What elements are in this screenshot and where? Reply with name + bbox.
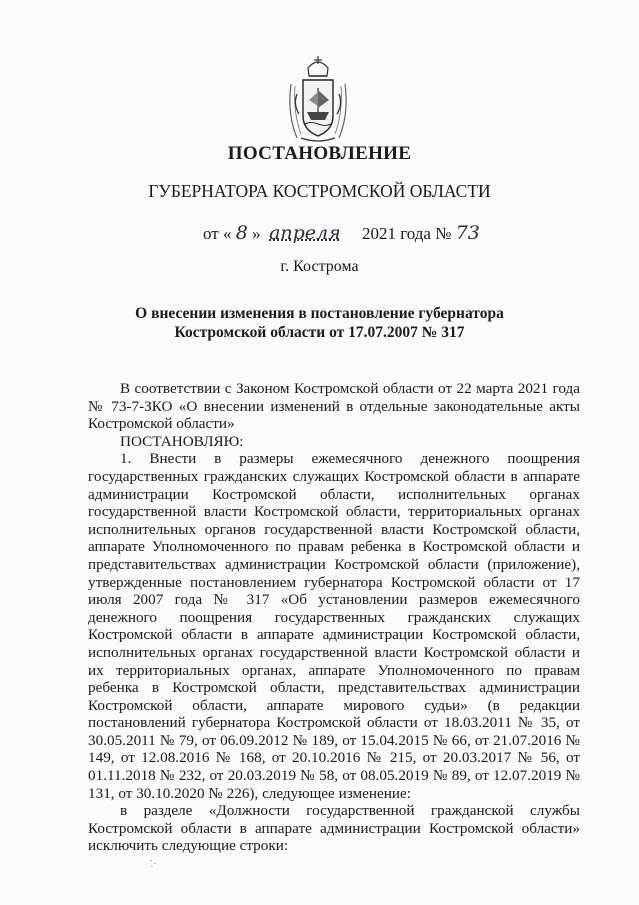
issuer-line: ГУБЕРНАТОРА КОСТРОМСКОЙ ОБЛАСТИ [148, 181, 491, 201]
date-year: 2021 года № [361, 224, 452, 243]
preamble-paragraph: В соответствии с Законом Костромской области от 22 марта 2021 года № 73-7-ЗКО «О внесении изменений в отдельные законодательные акты Костромской области» [88, 380, 580, 433]
document-body [88, 380, 580, 855]
subject-line-1: О внесении изменения в постановление губернатора [135, 305, 504, 322]
city-line: г. Кострома [280, 258, 359, 275]
date-prefix: от « [203, 224, 232, 243]
document-title: ПОСТАНОВЛЕНИЕ [227, 143, 412, 164]
clause-1-paragraph: 1. Внести в размеры ежемесячного денежного поощрения государственных гражданских служащих Костромской области в аппарате администрации Костромской области, исполнительных органах государственной власти Костромской области, территориальных органах исполнительных органов государственной власти Костромской области, аппарате Уполномоченного по правам ребенка в Костромской области и представительствах администрации Костромской области (приложение), утвержденные постановлением губернатора Костромской области от 17 июля 2007 года № 317 «Об установлении размеров ежемесячного денежного поощрения государственных гражданских служащих Костромской области в аппарате администрации Костромской области, исполнительных органах государственной власти Костромской области и их территориальных органах, аппарате Уполномоченного по правам ребенка в Костромской области, представительствах администрации Костромской области, аппарате мирового судьи» (в редакции постановлений губернатора Костромской области от 18.03.2011 № 35, от 30.05.2011 № 79, от 06.09.2012 № 189, от 15.04.2015 № 66, от 21.07.2016 № 149, от 12.08.2016 № 168, от 20.10.2016 № 215, от 20.03.2017 № 56, от 01.11.2018 № 232, от 20.03.2019 № 58, от 08.05.2019 № 89, от 12.07.2019 № 131, от 30.10.2020 № 226), следующее изменение: [88, 450, 580, 802]
coat-of-arms-emblem [283, 54, 353, 146]
scan-speck [148, 858, 162, 868]
date-mid: » [252, 224, 261, 243]
date-day: 8 [235, 222, 248, 244]
document-number: 73 [455, 222, 480, 244]
section-change-paragraph: в разделе «Должности государственной гражданской службы Костромской области в аппарате администрации Костромской области» исключить следующие строки: [88, 802, 580, 855]
date-month: апреля [269, 222, 341, 244]
date-line [203, 222, 480, 244]
resolve-heading: ПОСТАНОВЛЯЮ: [120, 432, 244, 450]
subject-line-2: Костромской области от 17.07.2007 № 317 [174, 324, 465, 341]
document-subject [0, 304, 639, 342]
